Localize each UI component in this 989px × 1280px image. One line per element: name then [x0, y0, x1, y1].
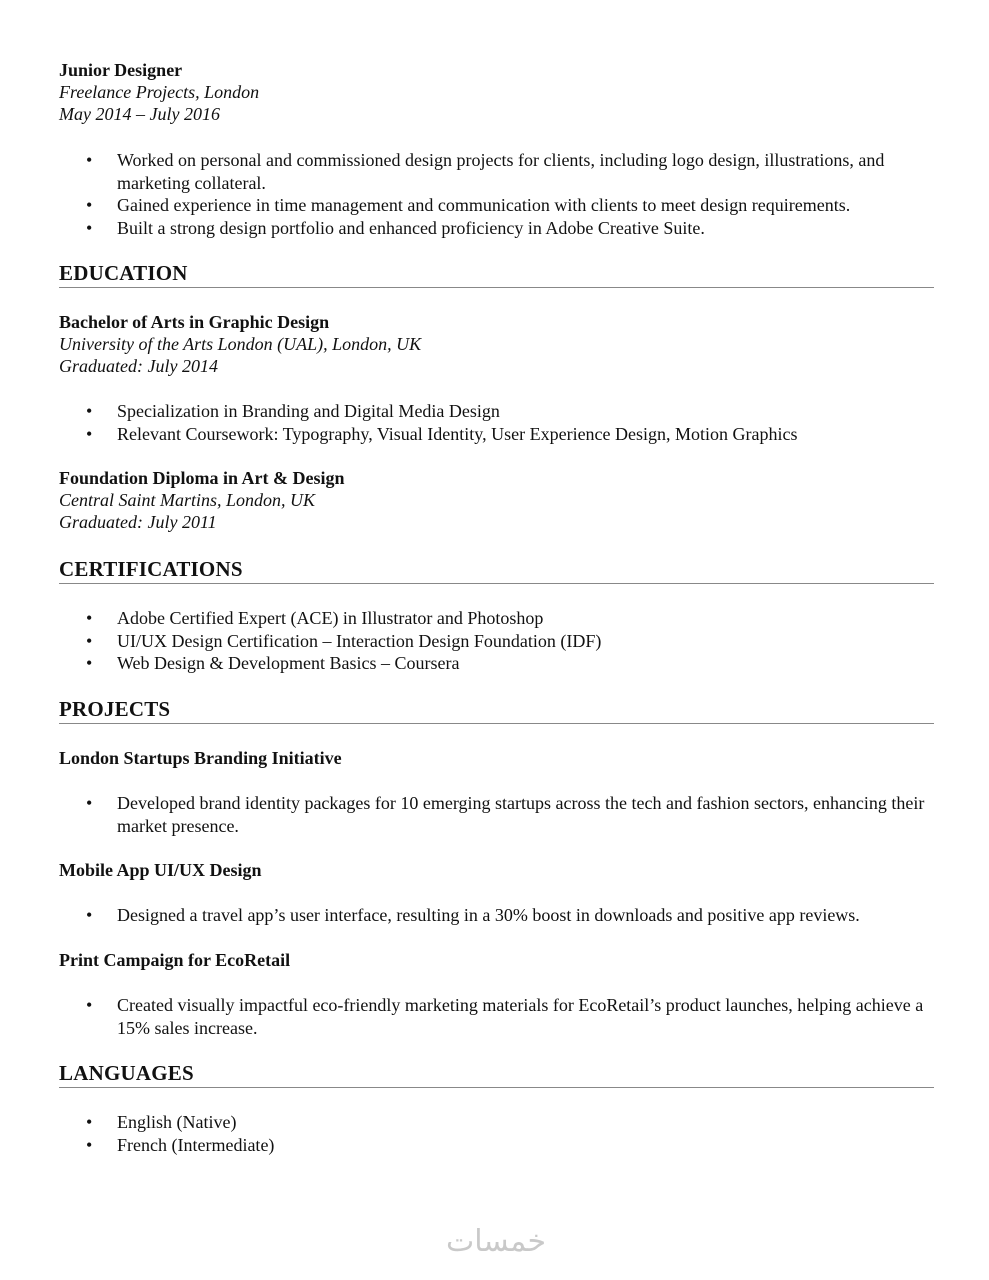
section-heading-languages: LANGUAGES	[59, 1061, 934, 1088]
degree-title: Foundation Diploma in Art & Design	[59, 468, 345, 488]
list-item: • English (Native)	[86, 1112, 237, 1132]
certifications-list	[59, 607, 929, 675]
list-item: • Developed brand identity packages for 10 emerging startups across the tech and fashion sectors, enhancing their market presence.	[86, 793, 925, 836]
list-item: • Created visually impactful eco-friendly marketing materials for EcoRetail’s product launches, helping achieve a 15% sales increase.	[86, 995, 924, 1038]
list-item: • Worked on personal and commissioned design projects for clients, including logo design, illustrations, and marketing collateral.	[86, 150, 885, 193]
list-item: • UI/UX Design Certification – Interaction Design Foundation (IDF)	[86, 630, 602, 651]
bullet-icon: •	[86, 401, 93, 421]
languages-list	[59, 1111, 929, 1156]
bullet-icon: •	[86, 608, 93, 628]
list-item: • French (Intermediate)	[86, 1134, 275, 1155]
bullet-icon: •	[86, 653, 93, 673]
project-entry-ecoretail	[59, 949, 934, 971]
project-entry-mobile-app	[59, 859, 934, 881]
degree-title: Bachelor of Arts in Graphic Design	[59, 312, 330, 332]
project-entry-london-startups	[59, 747, 934, 769]
job-dates: May 2014 – July 2016	[59, 104, 220, 124]
watermark-logo: خمسات	[445, 1224, 547, 1259]
bullet-icon: •	[86, 217, 93, 238]
section-heading-certifications: CERTIFICATIONS	[59, 557, 934, 584]
job-title: Junior Designer	[59, 60, 183, 80]
project-bullets	[59, 904, 929, 927]
job-bullets	[59, 149, 929, 239]
bullet-icon: •	[86, 1112, 93, 1132]
experience-entry-junior-designer	[59, 59, 934, 125]
bullet-icon: •	[86, 423, 93, 444]
degree-graduated: Graduated: July 2014	[59, 356, 218, 376]
list-item: • Specialization in Branding and Digital Media Design	[86, 401, 500, 421]
project-title: Print Campaign for EcoRetail	[59, 950, 291, 970]
bullet-icon: •	[86, 1134, 93, 1155]
bullet-icon: •	[86, 905, 93, 925]
section-heading-education: EDUCATION	[59, 261, 934, 288]
list-item: • Web Design & Development Basics – Coursera	[86, 653, 460, 673]
list-item: • Adobe Certified Expert (ACE) in Illustrator and Photoshop	[86, 608, 544, 628]
list-item: • Relevant Coursework: Typography, Visual Identity, User Experience Design, Motion Graphics	[86, 423, 798, 444]
degree-bullets	[59, 400, 929, 445]
degree-graduated: Graduated: July 2011	[59, 512, 217, 532]
list-item: • Gained experience in time management and communication with clients to meet design requirements.	[86, 195, 851, 215]
list-item: • Built a strong design portfolio and enhanced proficiency in Adobe Creative Suite.	[86, 217, 705, 238]
section-heading-projects: PROJECTS	[59, 697, 934, 724]
project-bullets	[59, 994, 929, 1039]
bullet-icon: •	[86, 630, 93, 651]
degree-school: Central Saint Martins, London, UK	[59, 490, 316, 510]
bullet-icon: •	[86, 195, 93, 215]
bullet-icon: •	[86, 995, 93, 1015]
degree-school: University of the Arts London (UAL), London, UK	[59, 334, 422, 354]
job-company: Freelance Projects, London	[59, 82, 260, 102]
bullet-icon: •	[86, 793, 93, 813]
project-bullets	[59, 792, 929, 837]
bullet-icon: •	[86, 150, 93, 170]
project-title: Mobile App UI/UX Design	[59, 860, 262, 880]
education-entry-ba	[59, 311, 934, 377]
list-item: • Designed a travel app’s user interface, resulting in a 30% boost in downloads and positive app reviews.	[86, 905, 860, 925]
project-title: London Startups Branding Initiative	[59, 748, 342, 768]
education-entry-foundation	[59, 467, 934, 533]
